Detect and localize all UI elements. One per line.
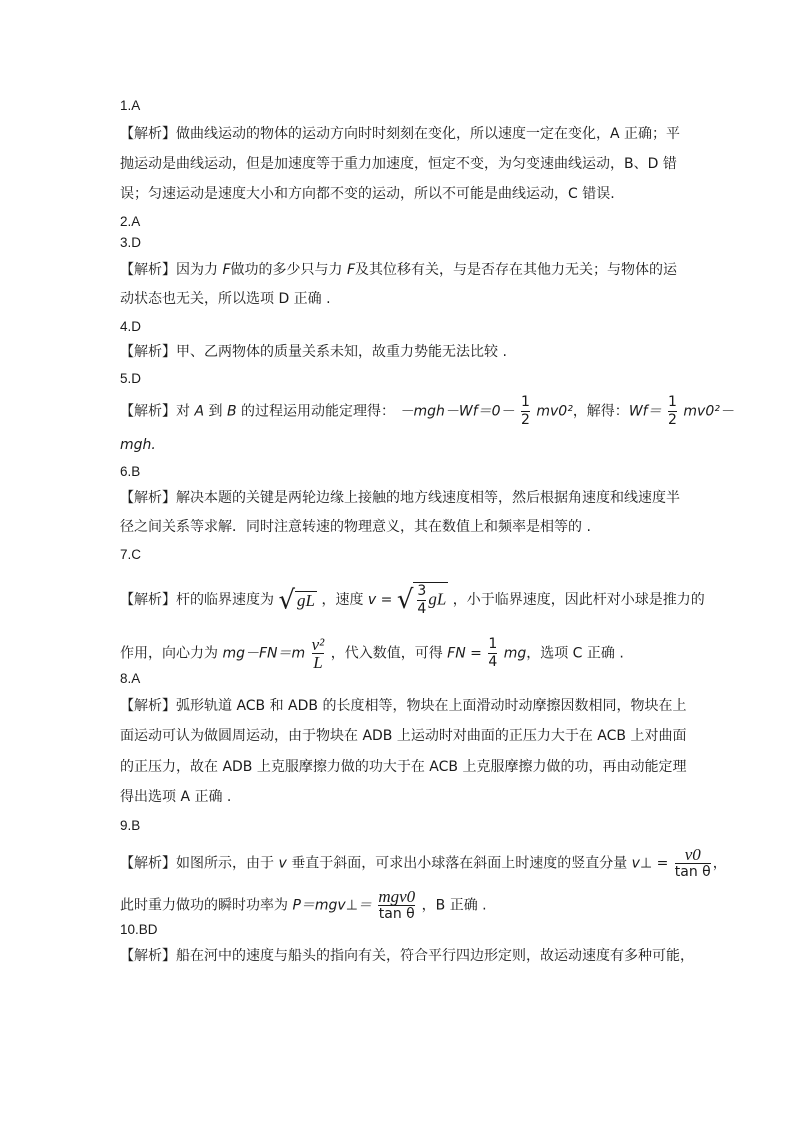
item-3-explanation-line1: 【解析】因为力 F做功的多少只与力 F及其位移有关，与是否存在其他力无关；与物体的运 xyxy=(120,262,678,278)
item-9-answer: 9.B xyxy=(120,818,141,833)
item-7-answer: 7.C xyxy=(120,547,142,562)
item-8-explanation-line1: 【解析】弧形轨道 ACB 和 ADB 的长度相等，物块在上面滑动时动摩擦因数相同，物块在上 xyxy=(120,698,687,714)
item-1-answer: 1.A xyxy=(120,98,141,113)
item-8-answer: 8.A xyxy=(120,671,141,686)
item-7-explanation-line2: 作用，向心力为 mg－FN＝m $\frac{\text{v²}}{L}$ ，代入数值，可得 FN = $\frac{1}{4}$ mg，选项 C 正确 . xyxy=(120,635,624,672)
sqrt-three-quarters-gL: √ $\frac{3}{4}$ gL xyxy=(396,583,447,617)
item-3-answer: 3.D xyxy=(120,235,142,250)
item-1-explanation-line1: 【解析】做曲线运动的物体的运动方向时时刻刻在变化，所以速度一定在变化，A 正确；平 xyxy=(120,126,681,142)
item-8-explanation-line3: 的正压力，故在 ADB 上克服摩擦力做的功大于在 ACB 上克服摩擦力做的功，再由动能定理 xyxy=(120,759,687,775)
fraction-one-quarter: $\frac{1}{4}$ xyxy=(488,636,498,670)
item-10-explanation-line1: 【解析】船在河中的速度与船头的指向有关，符合平行四边形定则，故运动速度有多种可能， xyxy=(120,948,694,964)
item-1-explanation-line3: 误；匀速运动是速度大小和方向都不变的运动，所以不可能是曲线运动，C 错误. xyxy=(120,186,615,202)
item-9-explanation-line2: 此时重力做功的瞬时功率为 P＝mgv⊥＝ $\frac{\text{mgv0}}{\text{tan θ}}$ ，B 正确 . xyxy=(120,887,487,922)
item-6-explanation-line1: 【解析】解决本题的关键是两轮边缘上接触的地方线速度相等，然后根据角速度和线速度半 xyxy=(120,490,680,506)
item-6-answer: 6.B xyxy=(120,464,141,479)
fraction-v2-over-L: $\frac{\text{v²}}{L}$ xyxy=(311,635,325,672)
item-2-answer: 2.A xyxy=(120,214,141,229)
item-5-explanation-line2: mgh. xyxy=(120,437,156,453)
fraction-mgv0-over-tan: $\frac{\text{mgv0}}{\text{tan θ}}$ xyxy=(378,887,416,922)
fraction-half: $\frac{1}{2}$ xyxy=(520,394,530,428)
item-7-explanation-line1: 【解析】杆的临界速度为 √ gL ，速度 v = √ $\frac{3}{4}$ gL ，小于临界速度，因此杆对小球是推力的 xyxy=(120,583,705,617)
item-10-answer: 10.BD xyxy=(120,922,158,937)
item-8-explanation-line4: 得出选项 A 正确 . xyxy=(120,789,232,805)
item-1-explanation-line2: 抛运动是曲线运动，但是加速度等于重力加速度，恒定不变，为匀变速曲线运动，B、D 错 xyxy=(120,156,677,172)
item-5-answer: 5.D xyxy=(120,371,142,386)
fraction-half-2: $\frac{1}{2}$ xyxy=(668,394,677,428)
item-6-explanation-line2: 径之间关系等求解．同时注意转速的物理意义，其在数值上和频率是相等的 . xyxy=(120,519,591,535)
item-5-explanation-line1: 【解析】对 A 到 B 的过程运用动能定理得： －mgh－Wf＝0－ $\frac{1}{2}$ mv0²，解得：Wf＝ $\frac{1}{2}$ mv0²－ xyxy=(120,394,734,428)
fraction-v0-over-tan: $\frac{v0}{\text{tan θ}}$ xyxy=(674,845,711,880)
item-4-explanation: 【解析】甲、乙两物体的质量关系未知，故重力势能无法比较 . xyxy=(120,344,507,360)
item-3-explanation-line2: 动状态也无关，所以选项 D 正确 . xyxy=(120,291,331,307)
sqrt-gL: √ gL xyxy=(278,585,315,615)
item-9-explanation-line1: 【解析】如图所示，由于 v 垂直于斜面，可求出小球落在斜面上时速度的竖直分量 v⊥ = $\frac{v0}{\text{tan θ}}$ ， xyxy=(120,845,727,880)
item-4-answer: 4.D xyxy=(120,319,142,334)
item-8-explanation-line2: 面运动可认为做圆周运动，由于物块在 ADB 上运动时对曲面的正压力大于在 ACB 上对曲面 xyxy=(120,728,687,744)
